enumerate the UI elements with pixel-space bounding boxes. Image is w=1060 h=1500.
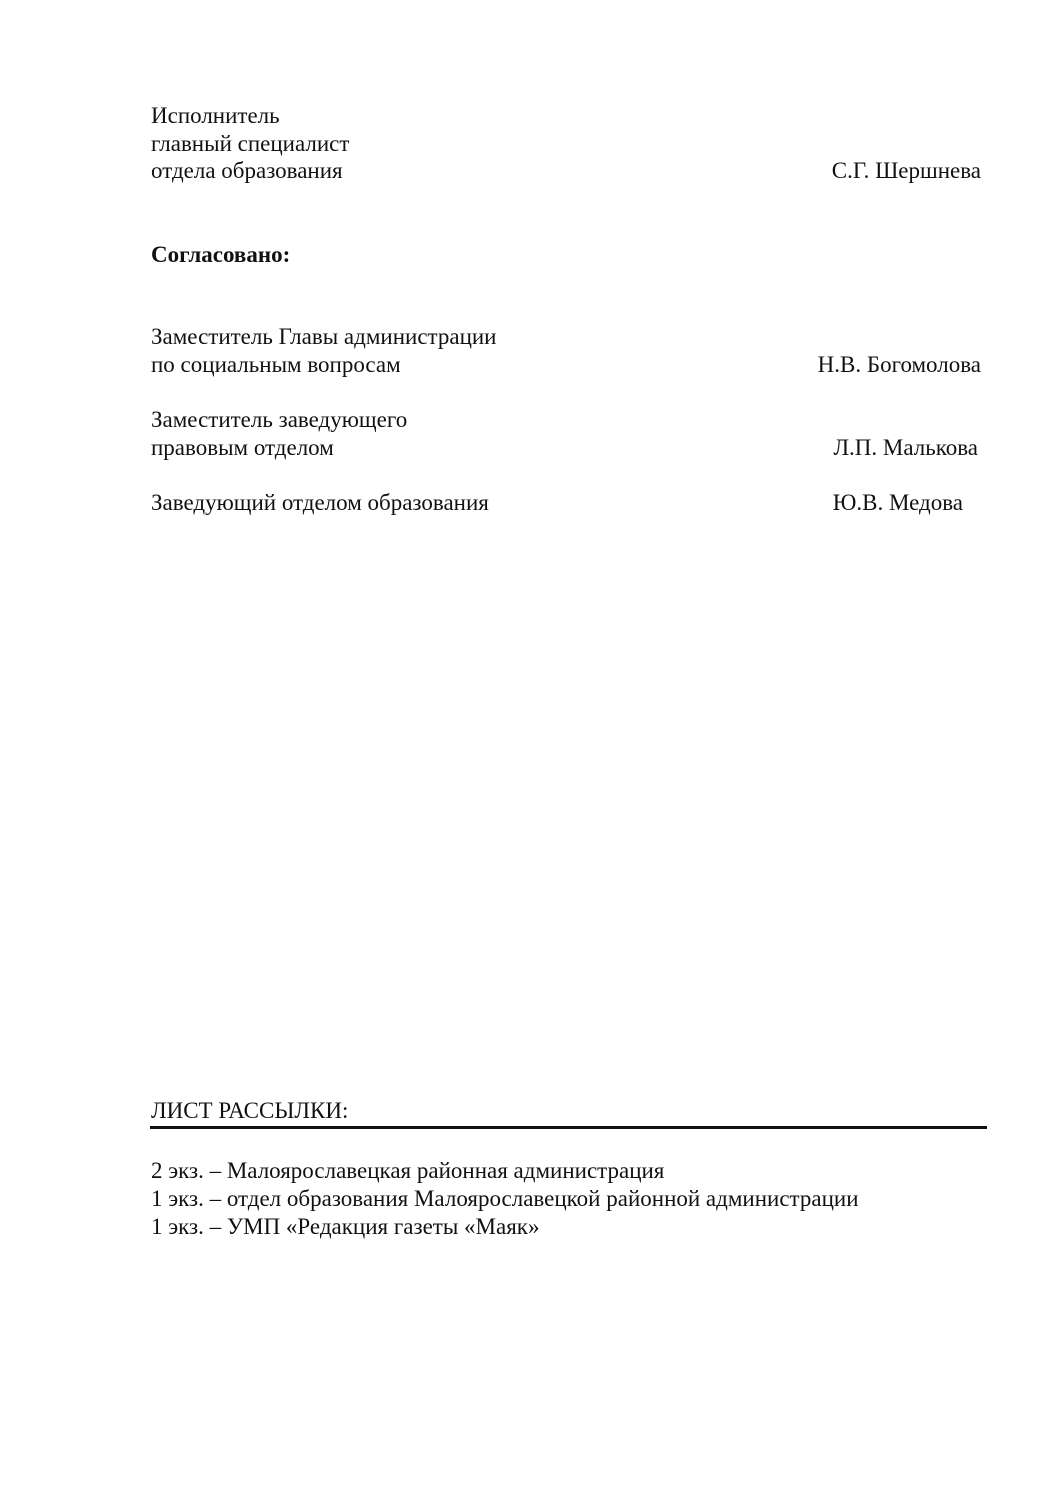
approver-1-title-line-2: по социальным вопросам (151, 352, 401, 377)
distribution-divider (150, 1126, 987, 1129)
approver-3-name: Ю.В. Медова (832, 490, 963, 515)
executor-title-line-3: отдела образования (151, 158, 343, 183)
approver-3-title-line-1: Заведующий отделом образования (151, 490, 489, 515)
approver-2-title-line-2: правовым отделом (151, 435, 334, 460)
approver-1-title-line-1: Заместитель Главы администрации (151, 324, 497, 349)
approver-1-name: Н.В. Богомолова (817, 352, 981, 377)
distribution-item-2: 1 экз. – отдел образования Малоярославецкой районной администрации (151, 1186, 859, 1211)
distribution-heading: ЛИСТ РАССЫЛКИ: (151, 1098, 349, 1123)
executor-name: С.Г. Шершнева (831, 158, 981, 183)
approval-heading: Согласовано: (151, 242, 291, 267)
distribution-item-1: 2 экз. – Малоярославецкая районная администрация (151, 1158, 665, 1183)
executor-title-line-1: Исполнитель (151, 103, 280, 128)
distribution-item-3: 1 экз. – УМП «Редакция газеты «Маяк» (151, 1214, 540, 1239)
executor-title-line-2: главный специалист (151, 131, 350, 156)
approver-2-title-line-1: Заместитель заведующего (151, 407, 408, 432)
approver-2-name: Л.П. Малькова (833, 435, 978, 460)
